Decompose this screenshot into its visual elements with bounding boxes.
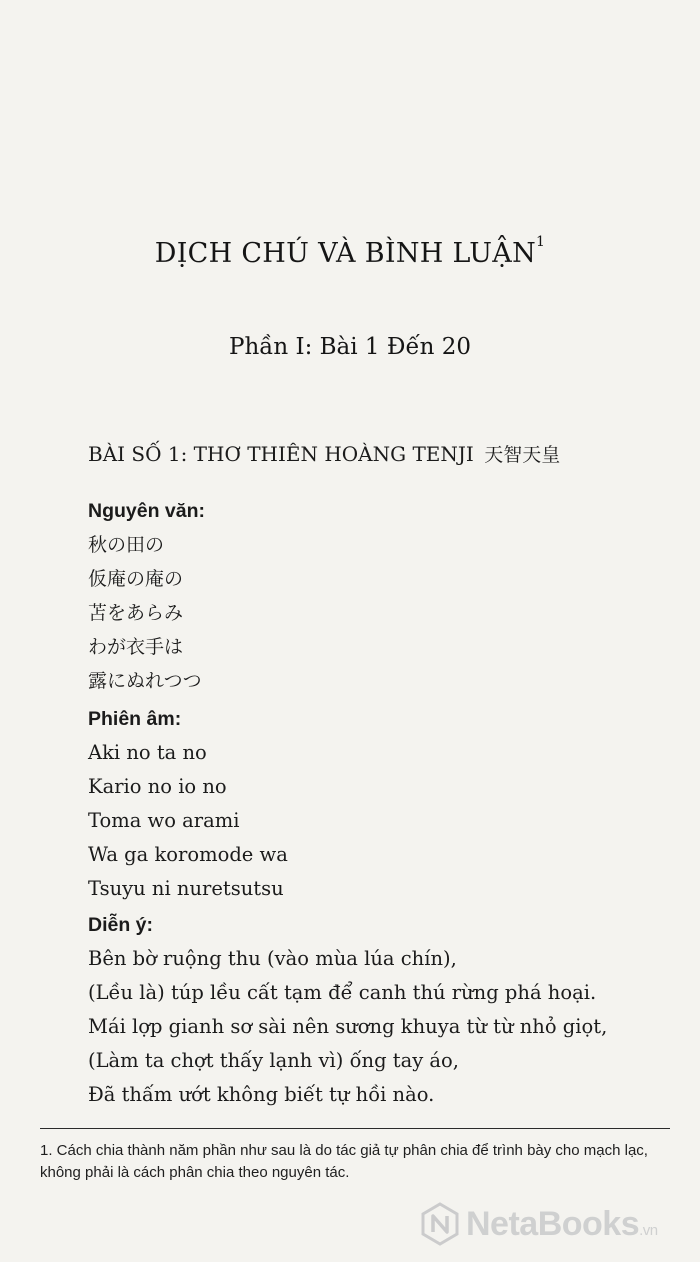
original-line: 秋の田の	[88, 534, 165, 556]
meaning-line: Đã thấm ướt không biết tự hồi nào.	[88, 1083, 435, 1106]
watermark-name: NetaBooks	[466, 1204, 640, 1243]
meaning-line: Mái lợp gianh sơ sài nên sương khuya từ từ nhỏ giọt,	[88, 1015, 608, 1038]
section-subtitle: Phần I: Bài 1 Đến 20	[229, 334, 471, 360]
original-line: 苫をあらみ	[88, 602, 184, 624]
meaning-line: Bên bờ ruộng thu (vào mùa lúa chín),	[88, 947, 457, 970]
romaji-label: Phiên âm:	[88, 708, 182, 730]
watermark-text	[466, 1205, 658, 1244]
romaji-section	[88, 702, 678, 906]
poem-heading-text: BÀI SỐ 1: THƠ THIÊN HOÀNG TENJI	[88, 442, 474, 466]
romaji-line: Aki no ta no	[88, 741, 207, 764]
meaning-label: Diễn ý:	[88, 914, 154, 936]
original-text-section	[88, 494, 678, 698]
page-title	[0, 234, 700, 269]
original-label: Nguyên văn:	[88, 500, 206, 522]
meaning-section	[88, 908, 678, 1112]
original-line: 露にぬれつつ	[88, 670, 202, 692]
netabooks-watermark	[420, 1198, 690, 1250]
watermark-suffix: .vn	[639, 1221, 658, 1239]
meaning-line: (Lều là) túp lều cất tạm để canh thú rừng phá hoại.	[88, 981, 597, 1004]
footnote-marker: 1	[536, 234, 546, 250]
poem-heading	[88, 442, 678, 467]
footnote: 1. Cách chia thành năm phần như sau là do tác giả tự phân chia để trình bày cho mạch lạc, không phải là cách phân chia theo nguyên tác.	[40, 1142, 648, 1181]
original-line: 仮庵の庵の	[88, 568, 184, 590]
page-title-text: DỊCH CHÚ VÀ BÌNH LUẬN	[154, 238, 537, 269]
poem-heading-kanji: 天智天皇	[484, 444, 561, 466]
footnote-divider	[40, 1128, 670, 1129]
romaji-line: Kario no io no	[88, 775, 227, 798]
meaning-line: (Làm ta chợt thấy lạnh vì) ống tay áo,	[88, 1049, 459, 1072]
netabooks-hexagon-icon	[420, 1202, 460, 1246]
original-line: わが衣手は	[88, 636, 184, 658]
romaji-line: Tsuyu ni nuretsutsu	[88, 877, 284, 900]
romaji-line: Toma wo arami	[88, 809, 240, 832]
romaji-line: Wa ga koromode wa	[88, 843, 288, 866]
